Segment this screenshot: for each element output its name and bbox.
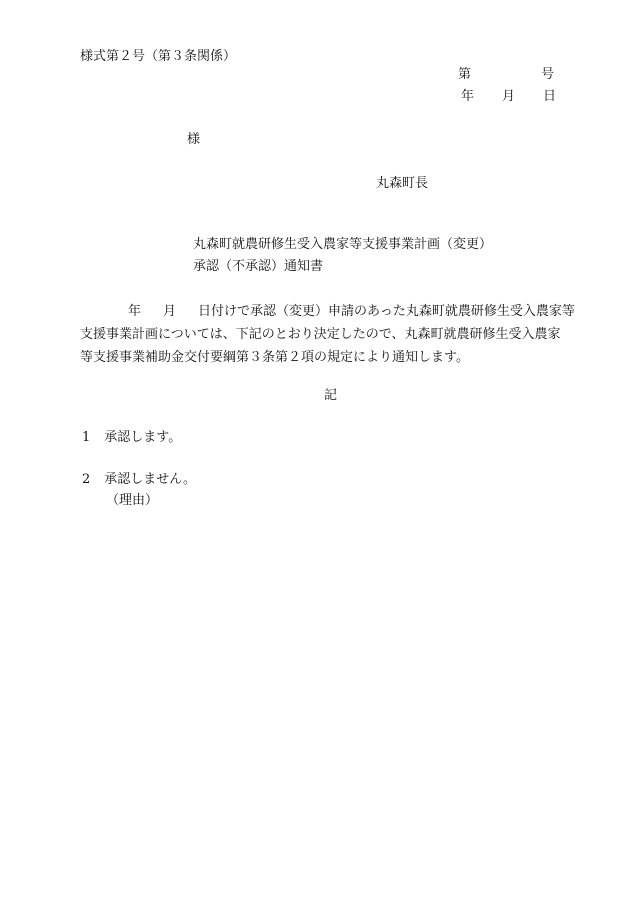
body-date-month: 月 <box>163 304 177 319</box>
ki-heading: 記 <box>324 388 338 403</box>
body-line-2: 支援事業計画については、下記のとおり決定したので、丸森町就農研修生受入農家 <box>80 327 561 342</box>
sender-name: 丸森町長 <box>376 176 429 191</box>
body-paragraph <box>80 300 600 369</box>
reference-number-suffix: 号 <box>541 67 555 82</box>
item-number: 1 <box>82 430 91 445</box>
item-text: 承認します。 <box>104 430 182 445</box>
body-line-3: 等支援事業補助金交付要綱第３条第２項の規定により通知します。 <box>80 350 469 365</box>
date-year: 年 <box>461 89 475 104</box>
item-number: 2 <box>82 472 91 487</box>
document-title-line2: 承認（不承認）通知書 <box>193 259 324 274</box>
reference-number-prefix: 第 <box>458 67 472 82</box>
form-label: 様式第２号（第３条関係） <box>80 49 237 64</box>
item-text: 承認しません。 <box>104 472 197 487</box>
document-title-line1: 丸森町就農研修生受入農家等支援事業計画（変更） <box>193 237 493 252</box>
list-item <box>82 473 196 486</box>
recipient-honorific: 様 <box>187 132 201 147</box>
reason-label: （理由） <box>106 493 159 508</box>
body-date-year: 年 <box>128 304 142 319</box>
body-line-1: 年 月 日付けで承認（変更）申請のあった丸森町就農研修生受入農家等 <box>128 304 575 319</box>
list-item <box>82 431 181 444</box>
date-month: 月 <box>502 89 516 104</box>
date-day: 日 <box>543 89 557 104</box>
